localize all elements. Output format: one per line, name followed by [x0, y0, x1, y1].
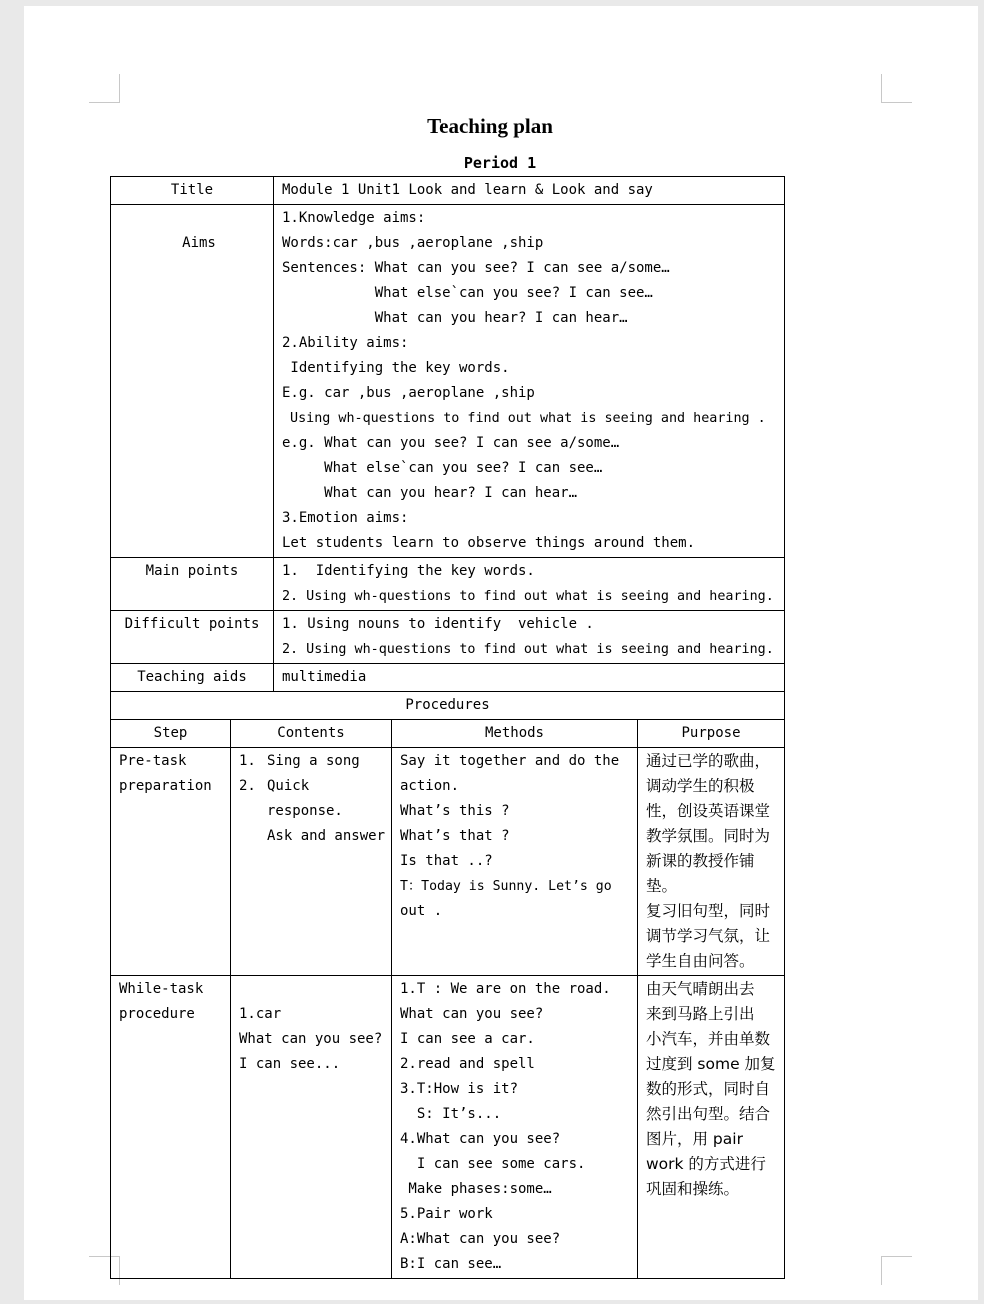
aims-content: [274, 205, 784, 557]
method-line: action.: [400, 778, 460, 794]
content-item-text: response.: [267, 803, 343, 819]
purpose-line: 来到马路上引出: [646, 1005, 755, 1023]
pre-task-methods: [392, 748, 637, 925]
while-task-step: [111, 976, 230, 1028]
method-line: Make phases:some…: [400, 1181, 552, 1197]
teaching-aids-label: Teaching aids: [137, 669, 247, 685]
purpose-line: 垫。: [646, 877, 678, 895]
purpose-line: 图片，用 pair: [646, 1130, 743, 1148]
method-line: S: It’s...: [400, 1106, 502, 1122]
column-header-methods: Methods: [484, 725, 544, 741]
difficult-points-content: [274, 611, 784, 663]
row-procedure-columns: [111, 720, 785, 748]
purpose-line: work 的方式进行: [646, 1155, 766, 1173]
content-item-lines: [267, 774, 385, 849]
row-main-points: [111, 558, 785, 611]
while-task-methods: [392, 976, 637, 1278]
purpose-line: 巩固和操练。: [646, 1180, 740, 1198]
purpose-line: 然引出句型。结合: [646, 1105, 771, 1123]
corner-mark-bottom-right: [881, 1256, 912, 1285]
purpose-line: 由天气晴朗出去: [646, 980, 755, 998]
row-procedures-heading: [111, 692, 785, 720]
aims-line: 3.Emotion aims:: [282, 510, 409, 526]
corner-mark-top-right: [881, 74, 912, 103]
purpose-line: 调节学习气氛，让: [646, 927, 771, 945]
document-title: Teaching plan: [427, 114, 553, 138]
content-line: [239, 977, 383, 1002]
aims-line: Using wh-questions to find out what is seeing and hearing .: [282, 411, 766, 426]
content-line: 1.car: [239, 1006, 282, 1022]
row-difficult-points: [111, 611, 785, 664]
content-item-number: 1.: [239, 753, 256, 769]
step-line: procedure: [119, 1006, 195, 1022]
aims-line: What else`can you see? I can see…: [282, 285, 653, 301]
content-item-text: Sing a song: [267, 753, 360, 769]
method-line: 3.T:How is it?: [400, 1081, 519, 1097]
while-task-purpose: [638, 976, 784, 1203]
content-item: [239, 774, 386, 849]
method-line: I can see some cars.: [400, 1156, 586, 1172]
aims-line: 1.Knowledge aims:: [282, 210, 426, 226]
method-line: I can see a car.: [400, 1031, 535, 1047]
title-value: Module 1 Unit1 Look and learn & Look and say: [282, 182, 653, 198]
purpose-line: 过度到 some 加复: [646, 1055, 776, 1073]
purpose-line: 复习旧句型，同时: [646, 902, 771, 920]
method-line: Is that ..?: [400, 853, 493, 869]
period-label: Period 1: [463, 154, 537, 172]
row-title: [111, 177, 785, 205]
aims-line: Let students learn to observe things around them.: [282, 535, 696, 551]
content-line: What can you see?: [239, 1031, 383, 1047]
main-point-line: 2. Using wh-questions to find out what is seeing and hearing.: [282, 589, 774, 604]
aims-line: What else`can you see? I can see…: [282, 460, 603, 476]
purpose-line: 小汽车，并由单数: [646, 1030, 771, 1048]
purpose-line: 学生自由问答。: [646, 952, 755, 970]
content-item: [239, 749, 383, 774]
while-task-contents: [231, 976, 391, 1078]
aims-label: Aims: [182, 235, 216, 251]
main-point-line: 1. Identifying the key words.: [282, 563, 535, 579]
main-points-label: Main points: [145, 563, 239, 579]
row-aims: [111, 205, 785, 558]
step-line: While-task: [119, 981, 204, 997]
row-while-task: [111, 976, 785, 1279]
purpose-line: 通过已学的歌曲，: [646, 752, 771, 770]
method-line: B:I can see…: [400, 1256, 502, 1272]
method-line: 4.What can you see?: [400, 1131, 561, 1147]
aims-line: Sentences: What can you see? I can see a/some…: [282, 260, 670, 276]
purpose-line: 调动学生的积极: [646, 777, 755, 795]
method-line: A:What can you see?: [400, 1231, 561, 1247]
content-line: I can see...: [239, 1056, 341, 1072]
method-line: What’s that ?: [400, 828, 510, 844]
method-line: 5.Pair work: [400, 1206, 493, 1222]
column-header-contents: Contents: [277, 725, 345, 741]
teaching-plan-table: [110, 176, 785, 1279]
column-header-step: Step: [153, 725, 188, 741]
aims-line: e.g. What can you see? I can see a/some…: [282, 435, 620, 451]
column-header-purpose: Purpose: [681, 725, 741, 741]
step-line: Pre-task: [119, 753, 187, 769]
procedures-heading: Procedures: [405, 697, 490, 713]
main-points-content: [274, 558, 784, 610]
difficult-point-line: 1. Using nouns to identify vehicle .: [282, 616, 594, 632]
aims-line: 2.Ability aims:: [282, 335, 409, 351]
pre-task-step: [111, 748, 230, 800]
aims-line: What can you hear? I can hear…: [282, 485, 578, 501]
method-line: 2.read and spell: [400, 1056, 535, 1072]
method-line: Say it together and do the: [400, 753, 620, 769]
method-line: What’s this ?: [400, 803, 510, 819]
method-line: out .: [400, 903, 443, 919]
row-pre-task: [111, 748, 785, 976]
method-line: What can you see?: [400, 1006, 544, 1022]
title-label: Title: [170, 182, 214, 198]
difficult-points-label: Difficult points: [124, 616, 260, 632]
step-line: preparation: [119, 778, 212, 794]
corner-mark-top-left: [89, 74, 120, 103]
method-line: 1.T : We are on the road.: [400, 981, 611, 997]
aims-line: E.g. car ,bus ,aeroplane ,ship: [282, 385, 535, 401]
aims-line: What can you hear? I can hear…: [282, 310, 628, 326]
purpose-line: 性，创设英语课堂: [646, 802, 771, 820]
purpose-line: 数的形式，同时自: [646, 1080, 771, 1098]
method-line: T：Today is Sunny. Let’s go: [400, 879, 612, 894]
content-item-number: 2.: [239, 778, 256, 794]
content-item-text: Quick: [267, 778, 310, 794]
difficult-point-line: 2. Using wh-questions to find out what is seeing and hearing.: [282, 642, 774, 657]
purpose-line: 新课的教授作铺: [646, 852, 755, 870]
row-teaching-aids: [111, 664, 785, 692]
aims-line: Identifying the key words.: [282, 360, 510, 376]
pre-task-purpose: [638, 748, 784, 975]
pre-task-contents: [231, 748, 391, 850]
aims-line: Words:car ,bus ,aeroplane ,ship: [282, 235, 544, 251]
content-item-text: Ask and answer: [267, 828, 386, 844]
teaching-aids-value: multimedia: [282, 669, 367, 685]
purpose-line: 教学氛围。同时为: [646, 827, 771, 845]
